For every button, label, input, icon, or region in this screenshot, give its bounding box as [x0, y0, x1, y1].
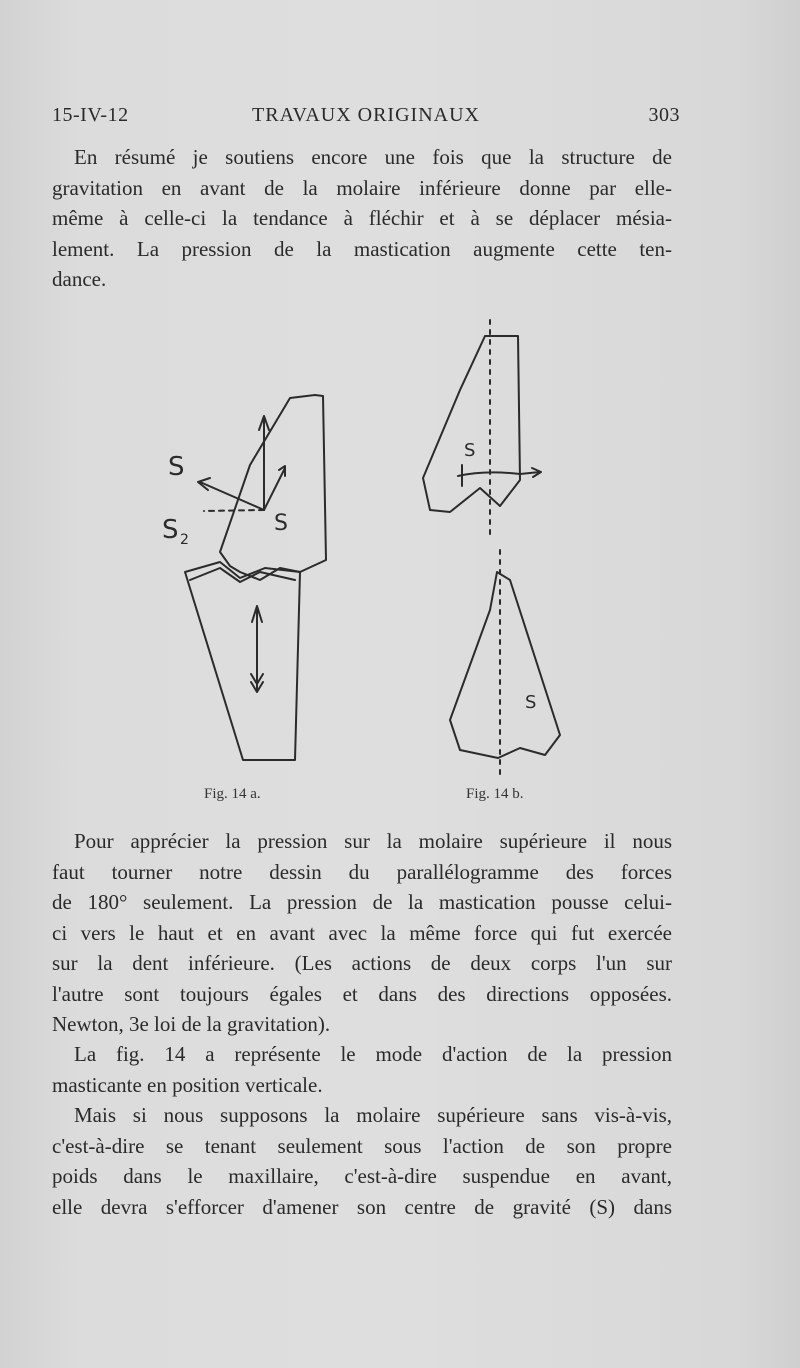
text-line: dance.: [52, 267, 107, 291]
paragraph-suspendue: [52, 1100, 672, 1222]
text-line: masticante en position verticale.: [52, 1072, 323, 1097]
header-date: 15-IV-12: [52, 104, 129, 126]
text-line: Mais si nous supposons la molaire supérieure sans vis-à-vis,: [74, 1103, 672, 1127]
label-s-fig-b-upper: S: [464, 440, 476, 461]
text-line: c'est-à-dire se tenant seulement sous l'action de son propre: [52, 1133, 672, 1158]
dashed-arrow-s2: [204, 510, 264, 511]
running-head: [52, 104, 680, 134]
label-s-fig-b-lower: S: [525, 692, 537, 713]
text-line: l'autre sont toujours égales et dans des directions opposées.: [52, 981, 672, 1006]
paragraph-resume: [52, 142, 672, 295]
text-line: lement. La pression de la mastication augmente cette ten-: [52, 236, 672, 261]
figure-14-drawings: [140, 310, 610, 780]
text-line: Pour apprécier la pression sur la molaire supérieure il nous: [74, 829, 672, 853]
text-line: elle devra s'efforcer d'amener son centre de gravité (S) dans: [52, 1194, 672, 1219]
text-line: ci vers le haut et en avant avec la même force qui fut exercée: [52, 920, 672, 945]
text-line: faut tourner notre dessin du parallélogramme des forces: [52, 859, 672, 884]
caption-fig-14a: Fig. 14 a.: [204, 786, 261, 802]
text-line: En résumé je soutiens encore une fois que la structure de: [74, 145, 672, 169]
label-s-upper: S: [168, 452, 185, 482]
paragraph-fig-reference: [52, 1039, 672, 1100]
text-line: sur la dent inférieure. (Les actions de deux corps l'un sur: [52, 951, 672, 975]
paragraph-pression: [52, 826, 672, 1040]
text-line: Newton, 3e loi de la gravitation).: [52, 1012, 331, 1036]
page-number: 303: [648, 104, 680, 126]
upper-molar-outline: [220, 395, 326, 580]
label-s2: S: [162, 515, 179, 545]
fig-b-upper-tooth: [423, 336, 520, 512]
label-s-center: S: [274, 511, 288, 536]
fig-b-lower-tooth: [450, 572, 560, 758]
text-line: poids dans le maxillaire, c'est-à-dire suspendue en avant,: [52, 1164, 672, 1188]
text-line: même à celle-ci la tendance à fléchir et à se déplacer mésia-: [52, 206, 672, 230]
diagonal-force-arrow: [264, 468, 285, 510]
header-section-title: TRAVAUX ORIGINAUX: [252, 104, 480, 126]
text-line: La fig. 14 a représente le mode d'action de la pression: [74, 1042, 672, 1066]
label-s2-subscript: 2: [180, 532, 189, 548]
text-line: gravitation en avant de la molaire inférieure donne par elle-: [52, 175, 672, 200]
lower-molar-outline: [185, 562, 300, 760]
caption-fig-14b: Fig. 14 b.: [466, 786, 524, 802]
text-line: de 180° seulement. La pression de la mastication pousse celui-: [52, 890, 672, 914]
resultant-arrow-s: [200, 482, 264, 510]
